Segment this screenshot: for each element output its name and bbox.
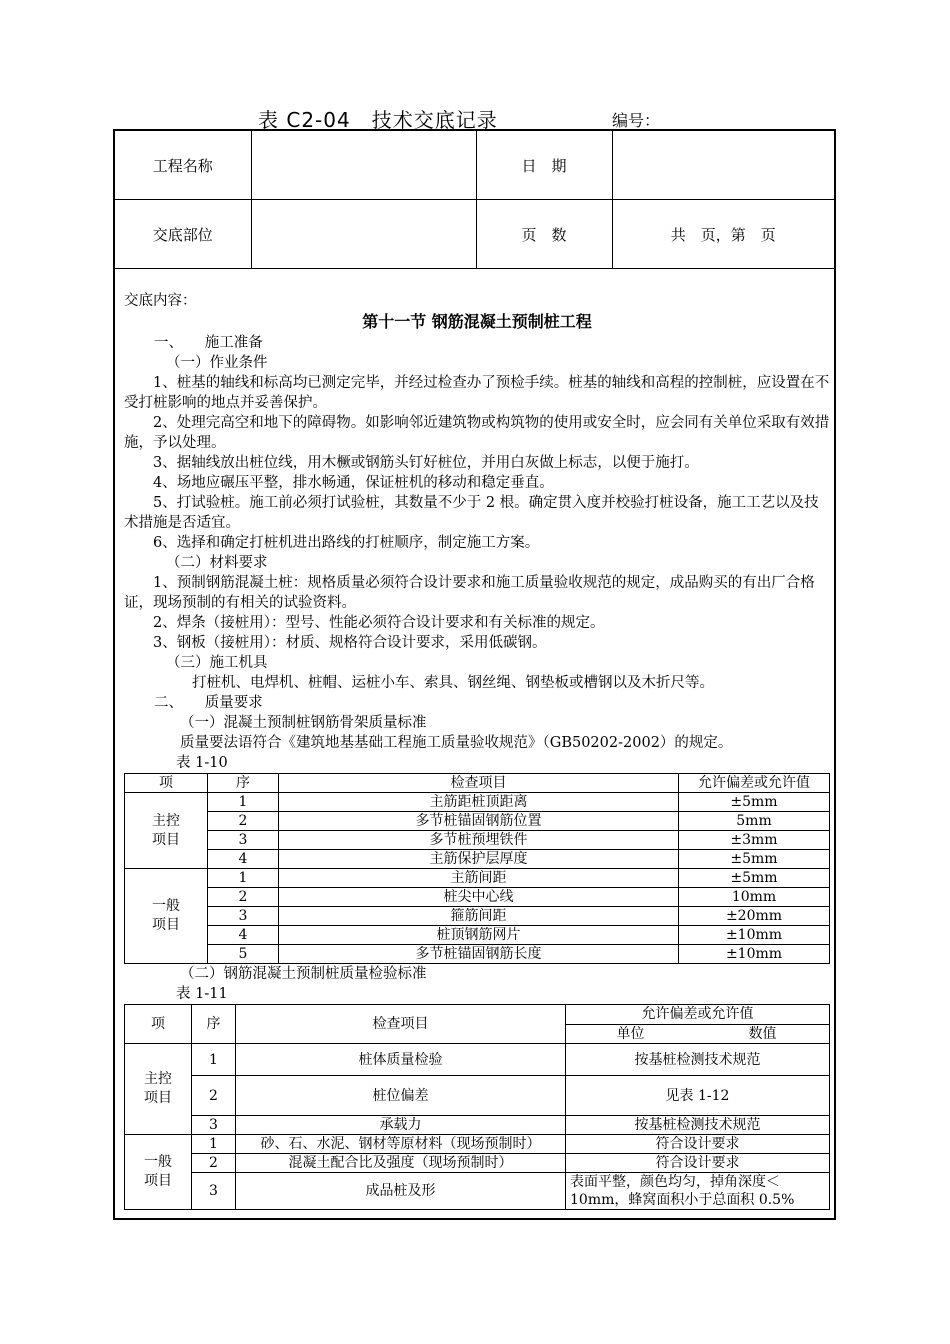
row-value: 按基桩检测技术规范 — [566, 1116, 830, 1135]
part-label: 交底部位 — [115, 200, 251, 269]
group-label-general: 一般项目 — [125, 1135, 192, 1210]
heading-2: 二、 质量要求 — [154, 695, 263, 711]
table-header: 序 — [192, 1005, 236, 1044]
row-item: 砂、石、水泥、钢材等原材料（现场预制时） — [236, 1135, 566, 1154]
serial-number-label: 编号： — [612, 111, 661, 130]
row-no: 1 — [208, 869, 279, 888]
paragraph: 质量要法语符合《建筑地基基础工程施工质量验收规范》（GB50202-2002）的规定。 — [180, 735, 733, 751]
content-intro: 交底内容： — [124, 293, 197, 309]
record-frame — [113, 129, 836, 1220]
table-header: 允许偏差或允许值 — [679, 774, 830, 793]
row-item: 主筋间距 — [279, 869, 679, 888]
group-label-main: 主控项目 — [125, 793, 208, 869]
pages-label: 页 数 — [476, 200, 612, 269]
table-header: 序 — [208, 774, 279, 793]
row-no: 3 — [192, 1173, 236, 1210]
content-body — [124, 291, 830, 1210]
page-title: 表 C2-04 技术交底记录 — [258, 108, 498, 132]
row-no: 3 — [208, 907, 279, 926]
row-value: ±20mm — [679, 907, 830, 926]
row-no: 3 — [192, 1116, 236, 1135]
info-table — [115, 131, 834, 269]
paragraph: 6、选择和确定打桩机进出路线的打桩顺序，制定施工方案。 — [153, 535, 540, 551]
row-value: ±5mm — [679, 869, 830, 888]
table-caption: 表 1-10 — [176, 755, 228, 771]
paragraph: 2、处理完高空和地下的障碍物。如影响邻近建筑物或构筑物的使用或安全时，应会同有关单位采取有效措施，予以处理。 — [124, 415, 830, 451]
project-name-label: 工程名称 — [115, 131, 251, 200]
row-item: 混凝土配合比及强度（现场预制时） — [236, 1154, 566, 1173]
table-header: 允许偏差或允许值 — [566, 1005, 830, 1025]
row-no: 2 — [192, 1154, 236, 1173]
row-value: ±5mm — [679, 850, 830, 869]
table-header: 项 — [125, 1005, 192, 1044]
part-value[interactable] — [251, 200, 476, 269]
quality-table-2 — [124, 1004, 830, 1210]
paragraph: 3、钢板（接桩用）：材质、规格符合设计要求，采用低碳钢。 — [153, 635, 547, 651]
row-value: ±10mm — [679, 926, 830, 945]
heading-1-3: （三）施工机具 — [166, 655, 268, 671]
table-caption: 表 1-11 — [176, 986, 228, 1002]
row-item: 桩尖中心线 — [279, 888, 679, 907]
row-no: 1 — [192, 1044, 236, 1076]
row-item: 桩位偏差 — [236, 1076, 566, 1116]
row-value: ±3mm — [679, 831, 830, 850]
row-item: 成品桩及形 — [236, 1173, 566, 1210]
paragraph: 1、预制钢筋混凝土桩：规格质量必须符合设计要求和施工质量验收规范的规定，成品购买的有出厂合格证，现场预制的有相关的试验资料。 — [124, 575, 815, 611]
row-no: 4 — [208, 926, 279, 945]
row-no: 2 — [192, 1076, 236, 1116]
paragraph: 2、焊条（接桩用）：型号、性能必须符合设计要求和有关标准的规定。 — [153, 615, 605, 631]
quality-table-1 — [124, 773, 830, 964]
row-value: 见表 1-12 — [566, 1076, 830, 1116]
row-no: 3 — [208, 831, 279, 850]
row-no: 4 — [208, 850, 279, 869]
row-item: 主筋距桩顶距离 — [279, 793, 679, 812]
row-item: 桩顶钢筋网片 — [279, 926, 679, 945]
unit-value-header — [566, 1024, 830, 1044]
table-header: 数值 — [748, 1025, 777, 1042]
row-item: 多节桩锚固钢筋长度 — [279, 945, 679, 964]
pages-value: 共 页，第 页 — [612, 200, 834, 269]
row-item: 承载力 — [236, 1116, 566, 1135]
row-item: 桩体质量检验 — [236, 1044, 566, 1076]
row-value: 表面平整，颜色均匀，掉角深度＜10mm，蜂窝面积小于总面积 0.5% — [566, 1173, 830, 1210]
row-no: 5 — [208, 945, 279, 964]
section-title: 第十一节 钢筋混凝土预制桩工程 — [362, 312, 592, 331]
row-item: 箍筋间距 — [279, 907, 679, 926]
paragraph: 4、场地应碾压平整，排水畅通，保证桩机的移动和稳定垂直。 — [153, 475, 554, 491]
group-label-general: 一般项目 — [125, 869, 208, 964]
heading-1: 一、 施工准备 — [154, 335, 263, 351]
row-item: 多节桩预埋铁件 — [279, 831, 679, 850]
heading-1-1: （一）作业条件 — [166, 355, 268, 371]
row-value: 符合设计要求 — [566, 1154, 830, 1173]
heading-2-1: （一）混凝土预制桩钢筋骨架质量标准 — [180, 715, 427, 731]
table-header: 检查项目 — [236, 1005, 566, 1044]
date-label: 日 期 — [476, 131, 612, 200]
heading-2-2: （二）钢筋混凝土预制桩质量检验标准 — [180, 966, 427, 982]
row-item: 多节桩锚固钢筋位置 — [279, 812, 679, 831]
row-value: 符合设计要求 — [566, 1135, 830, 1154]
table-header: 项 — [125, 774, 208, 793]
row-value: 10mm — [679, 888, 830, 907]
heading-1-2: （二）材料要求 — [166, 555, 268, 571]
paragraph: 5、打试验桩。施工前必须打试验桩，其数量不少于 2 根。确定贯入度并校验打桩设备，施工工艺以及技术措施是否适宜。 — [124, 495, 819, 531]
row-no: 2 — [208, 888, 279, 907]
row-value: 按基桩检测技术规范 — [566, 1044, 830, 1076]
row-item: 主筋保护层厚度 — [279, 850, 679, 869]
paragraph: 1、桩基的轴线和标高均已测定完毕，并经过检查办了预检手续。桩基的轴线和高程的控制桩，应设置在不受打桩影响的地点并妥善保护。 — [124, 375, 830, 411]
project-name-value[interactable] — [251, 131, 476, 200]
paragraph: 打桩机、电焊机、桩帽、运桩小车、索具、钢丝绳、钢垫板或槽钢以及木折尺等。 — [192, 675, 714, 691]
row-value: 5mm — [679, 812, 830, 831]
row-value: ±10mm — [679, 945, 830, 964]
date-value[interactable] — [612, 131, 834, 200]
table-header: 单位 — [616, 1025, 645, 1042]
row-no: 2 — [208, 812, 279, 831]
group-label-main: 主控项目 — [125, 1044, 192, 1135]
table-header: 检查项目 — [279, 774, 679, 793]
row-no: 1 — [192, 1135, 236, 1154]
row-no: 1 — [208, 793, 279, 812]
paragraph: 3、据轴线放出桩位线，用木橛或钢筋头钉好桩位，并用白灰做上标志，以便于施打。 — [153, 455, 699, 471]
row-value: ±5mm — [679, 793, 830, 812]
